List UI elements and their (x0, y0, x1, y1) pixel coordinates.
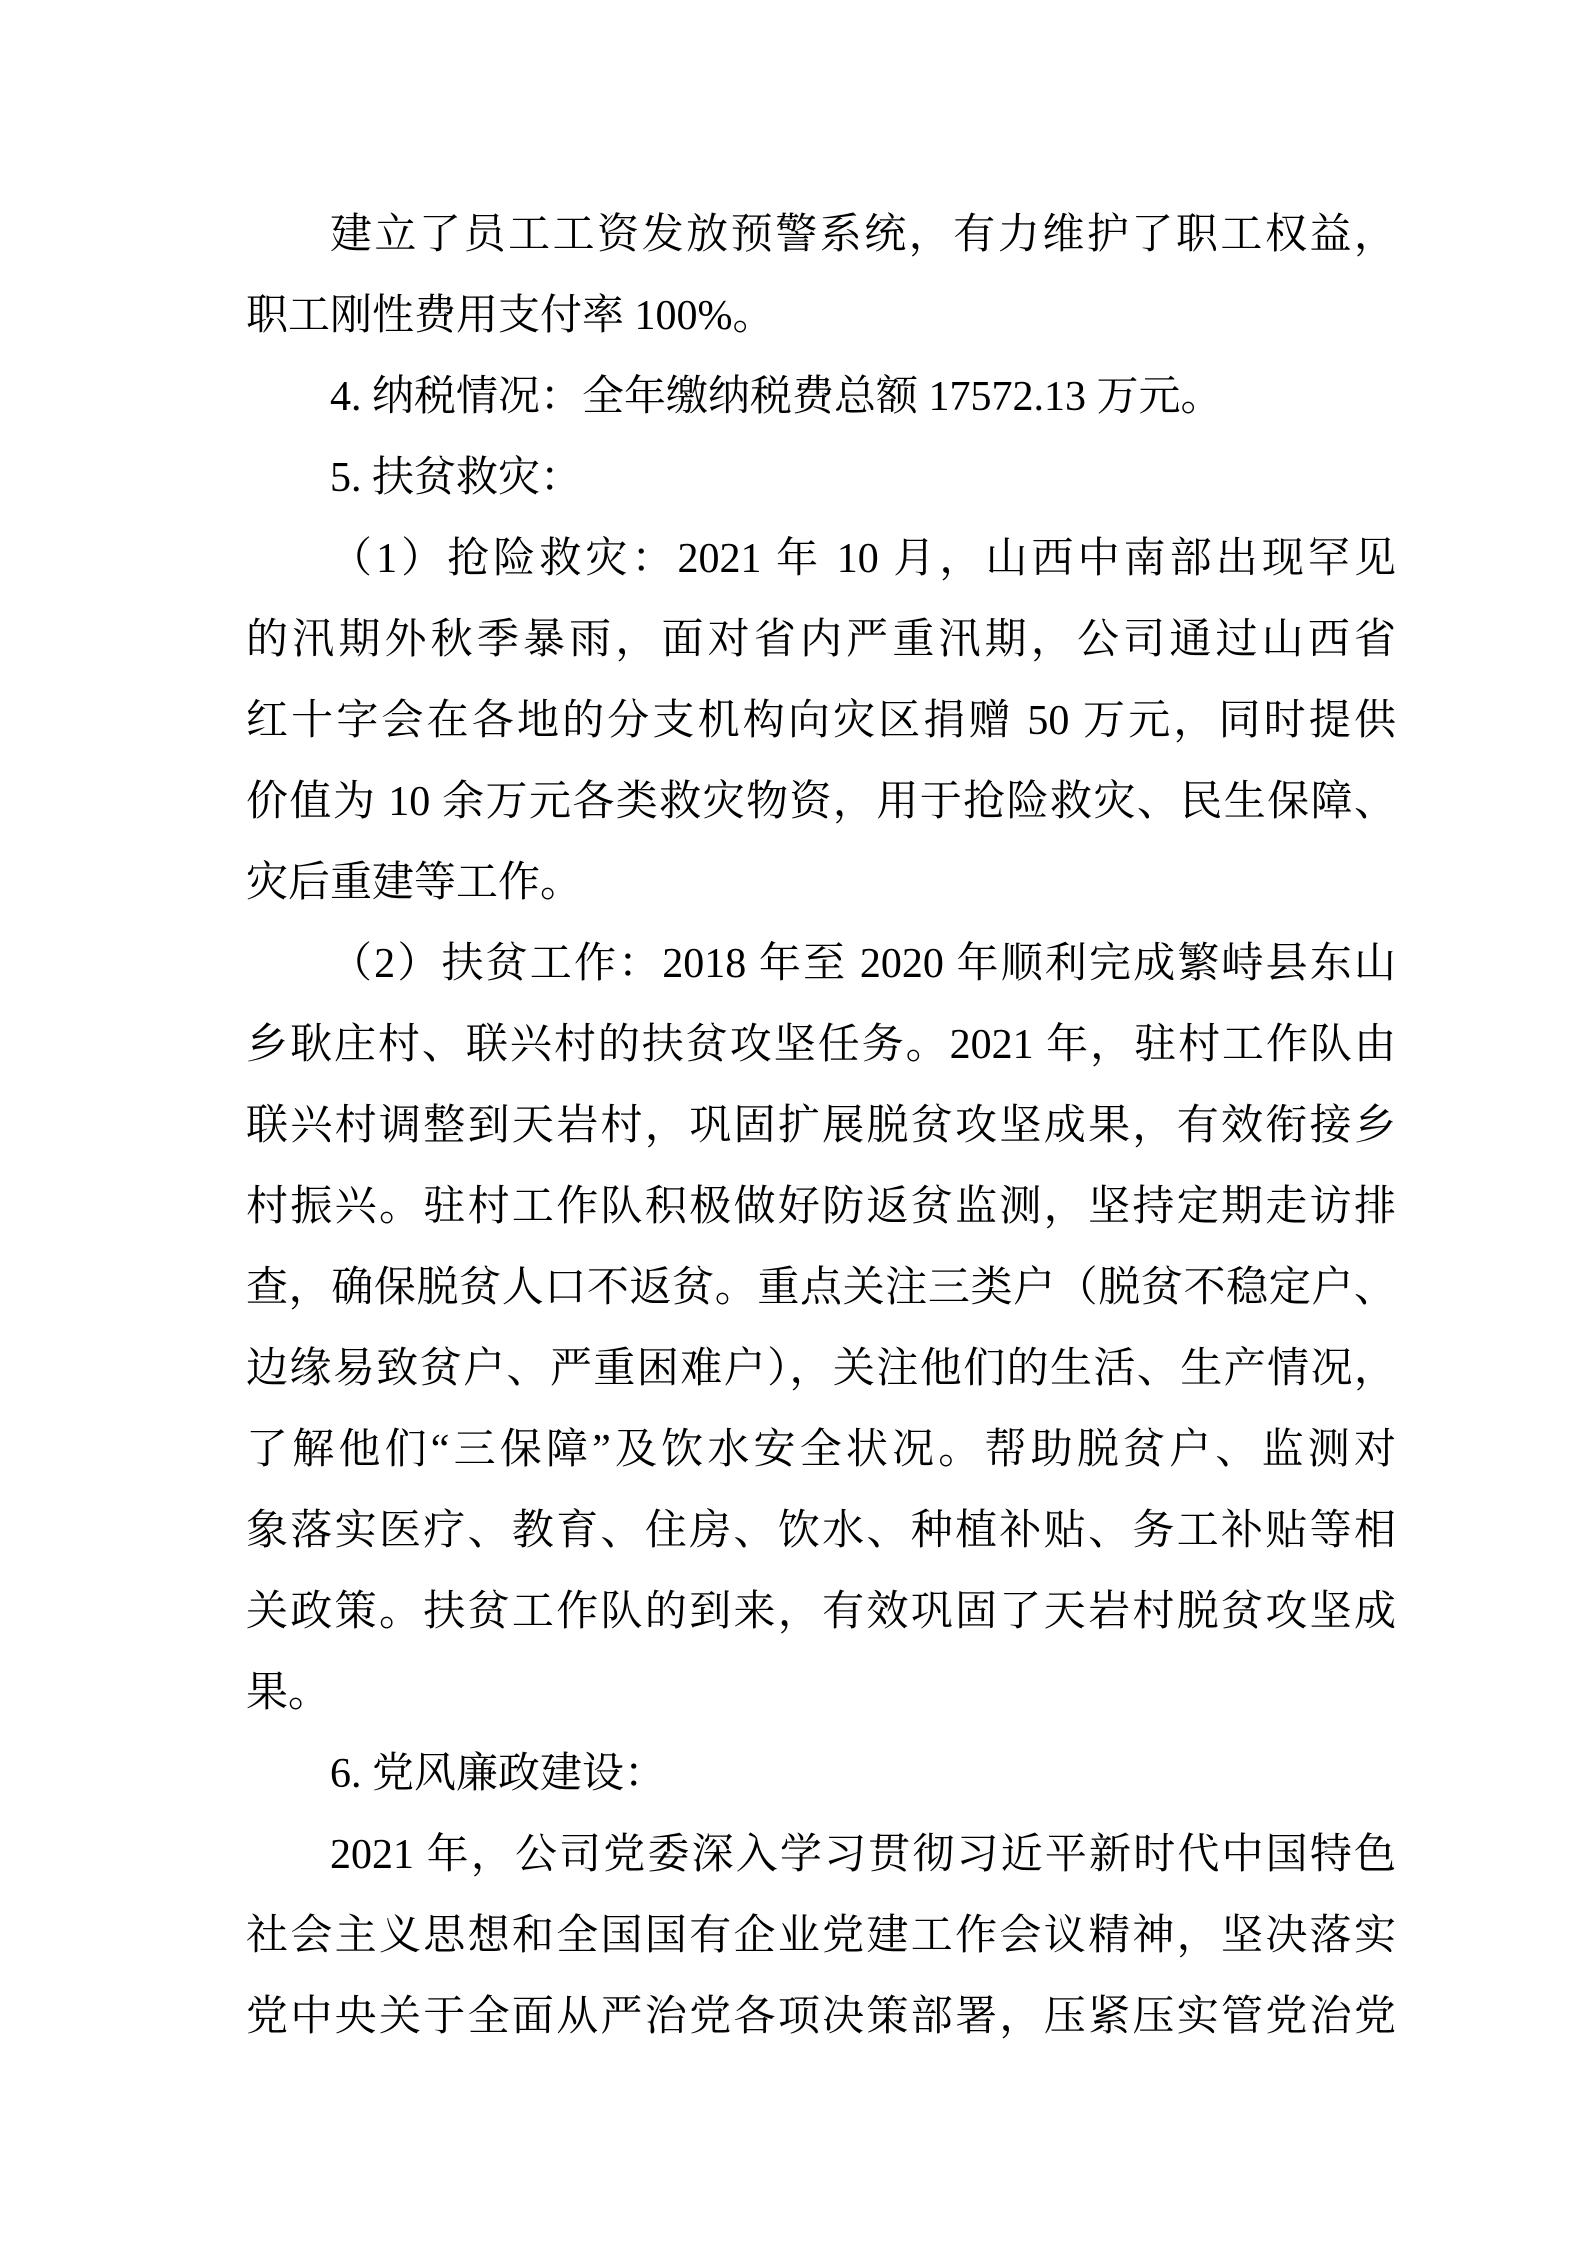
text-line: 社会主义思想和全国国有企业党建工作会议精神，坚决落实 (246, 1913, 1396, 1959)
text-line: 2021 年，公司党委深入学习贯彻习近平新时代中国特色 (330, 1832, 1396, 1878)
text-line: 联兴村调整到天岩村，巩固扩展脱贫攻坚成果，有效衔接乡 (246, 1103, 1396, 1149)
text-line: 4. 纳税情况：全年缴纳税费总额 17572.13 万元。 (330, 374, 1223, 420)
text-line: （1）抢险救灾：2021 年 10 月，山西中南部出现罕见 (330, 536, 1396, 582)
text-line: 了解他们“三保障”及饮水安全状况。帮助脱贫户、监测对 (246, 1427, 1396, 1473)
text-line: 边缘易致贫户、严重困难户），关注他们的生活、生产情况， (246, 1346, 1396, 1392)
text-line: 象落实医疗、教育、住房、饮水、种植补贴、务工补贴等相 (246, 1508, 1396, 1554)
text-line: 查，确保脱贫人口不返贫。重点关注三类户（脱贫不稳定户、 (246, 1265, 1396, 1311)
text-line: 6. 党风廉政建设： (330, 1751, 667, 1797)
document-body (246, 195, 1396, 2058)
text-line: 村振兴。驻村工作队积极做好防返贫监测，坚持定期走访排 (246, 1184, 1396, 1230)
text-line: 灾后重建等工作。 (246, 860, 583, 906)
text-line: 党中央关于全面从严治党各项决策部署，压紧压实管党治党 (246, 1994, 1396, 2040)
text-line: 的汛期外秋季暴雨，面对省内严重汛期，公司通过山西省 (246, 617, 1396, 663)
text-line: 5. 扶贫救灾： (330, 455, 583, 501)
text-line: 关政策。扶贫工作队的到来，有效巩固了天岩村脱贫攻坚成 (246, 1589, 1396, 1635)
text-line: 果。 (246, 1670, 331, 1716)
text-line: 乡耿庄村、联兴村的扶贫攻坚任务。2021 年，驻村工作队由 (246, 1022, 1396, 1068)
text-line: 价值为 10 余万元各类救灾物资，用于抢险救灾、民生保障、 (246, 779, 1396, 825)
text-line: （2）扶贫工作：2018 年至 2020 年顺利完成繁峙县东山 (330, 941, 1396, 987)
text-line: 红十字会在各地的分支机构向灾区捐赠 50 万元，同时提供 (246, 698, 1396, 744)
text-line: 建立了员工工资发放预警系统，有力维护了职工权益， (330, 212, 1396, 258)
text-line: 职工刚性费用支付率 100%。 (246, 293, 775, 339)
